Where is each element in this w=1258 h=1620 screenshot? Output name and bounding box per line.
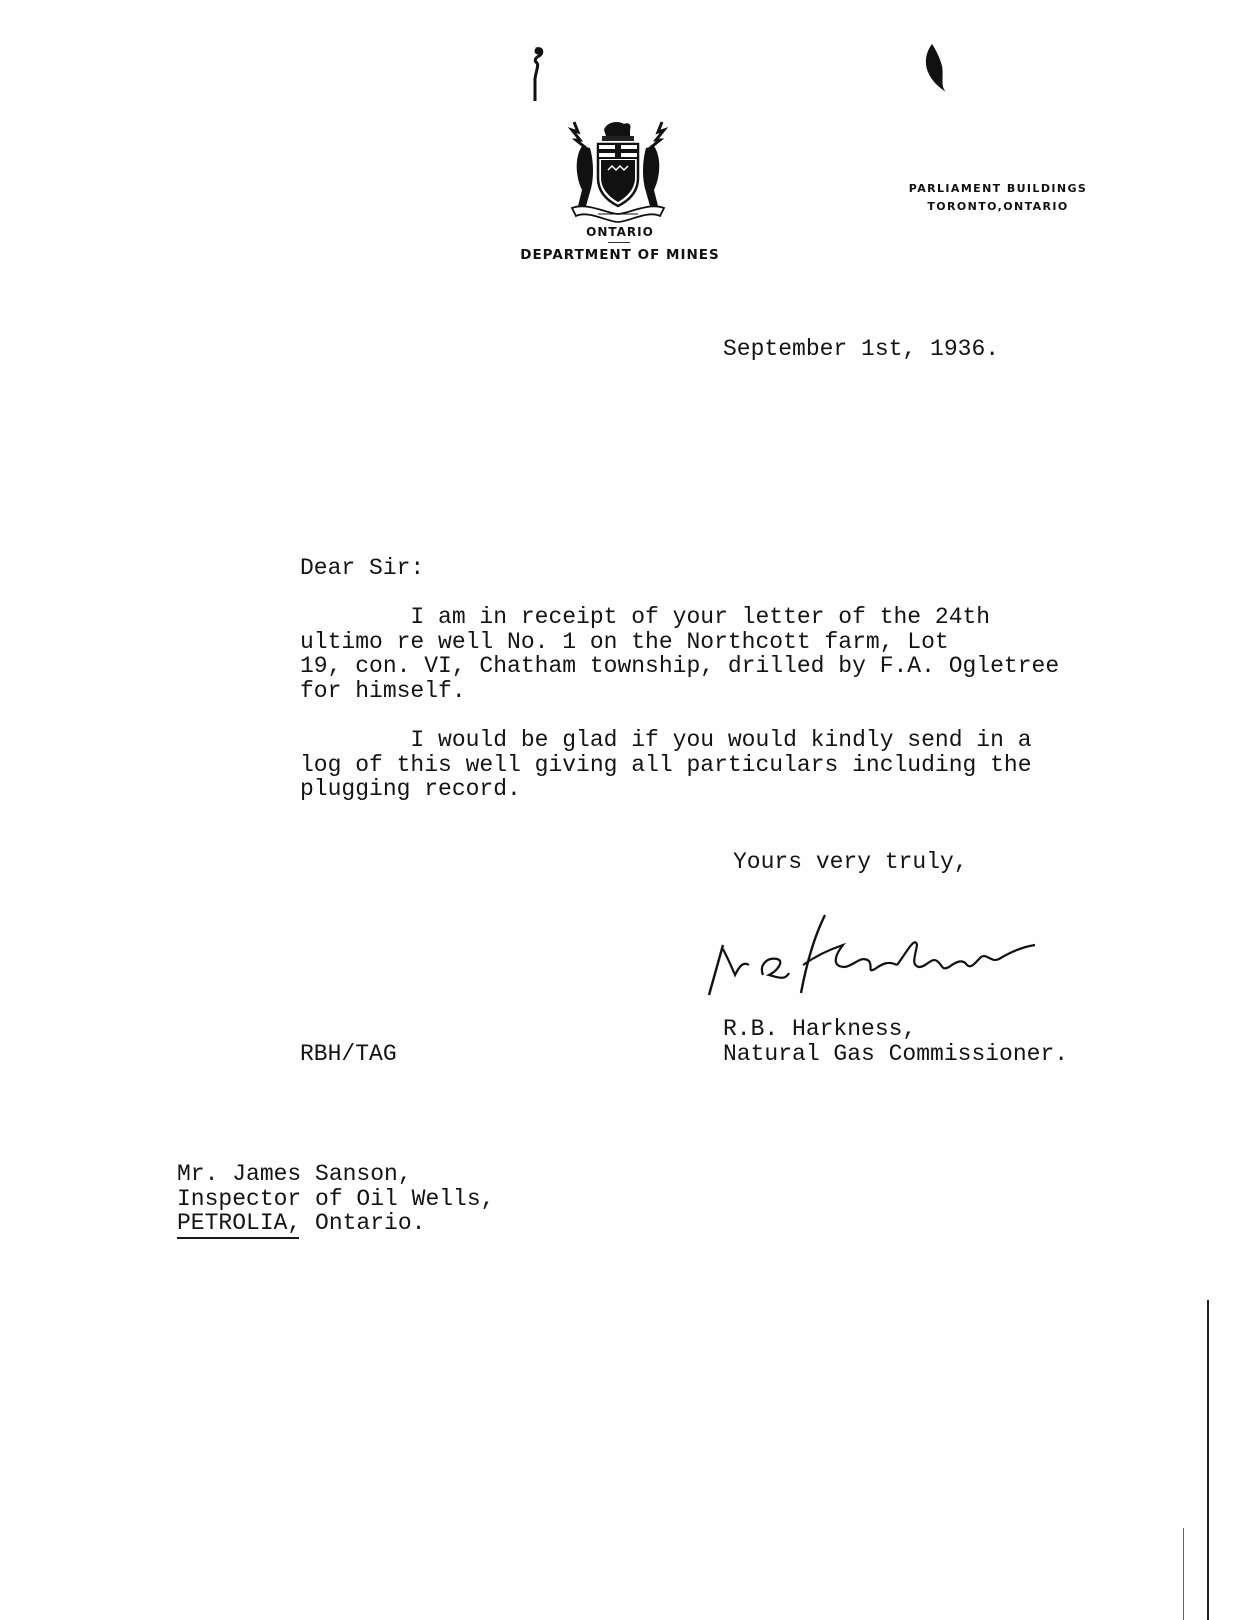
handwritten-signature-icon: [705, 905, 1050, 1000]
signatory-name: R.B. Harkness,: [723, 1016, 917, 1042]
letter-date: September 1st, 1936.: [723, 336, 1000, 362]
letterhead-province: ONTARIO: [586, 225, 654, 239]
recipient-title: Inspector of Oil Wells,: [177, 1185, 495, 1212]
reference-initials: RBH/TAG: [300, 1041, 397, 1067]
letter-salutation: Dear Sir:: [300, 555, 425, 581]
letterhead-address-line-2: TORONTO,ONTARIO: [927, 200, 1069, 213]
letter-paragraph-2: I would be glad if you would kindly send in a log of this well giving all particulars including the plugging record.: [300, 727, 1032, 802]
letterhead-divider: [608, 242, 630, 243]
recipient-city-underline: [177, 1237, 299, 1239]
letterhead-department: DEPARTMENT OF MINES: [520, 247, 720, 263]
scan-edge-line: [1183, 1528, 1184, 1620]
recipient-province: , Ontario.: [287, 1210, 426, 1236]
ontario-coat-of-arms-icon: [568, 118, 668, 224]
letter-closing: Yours very truly,: [733, 849, 968, 875]
recipient-city: PETROLIA: [177, 1210, 288, 1236]
recipient-address: [177, 1162, 494, 1236]
signatory-title: Natural Gas Commissioner.: [723, 1041, 1069, 1067]
recipient-name: Mr. James Sanson,: [177, 1161, 412, 1187]
letterhead-address-line-1: PARLIAMENT BUILDINGS: [908, 182, 1088, 195]
scan-mark-icon: [526, 45, 548, 103]
scan-mark-icon: [918, 42, 950, 94]
letter-paragraph-1: I am in receipt of your letter of the 24th ultimo re well No. 1 on the Northcott farm, Lot 19, con. VI, Chatham township, drilled by F.A. Ogletree for himself.: [300, 604, 1060, 704]
scan-edge-line: [1207, 1300, 1209, 1620]
